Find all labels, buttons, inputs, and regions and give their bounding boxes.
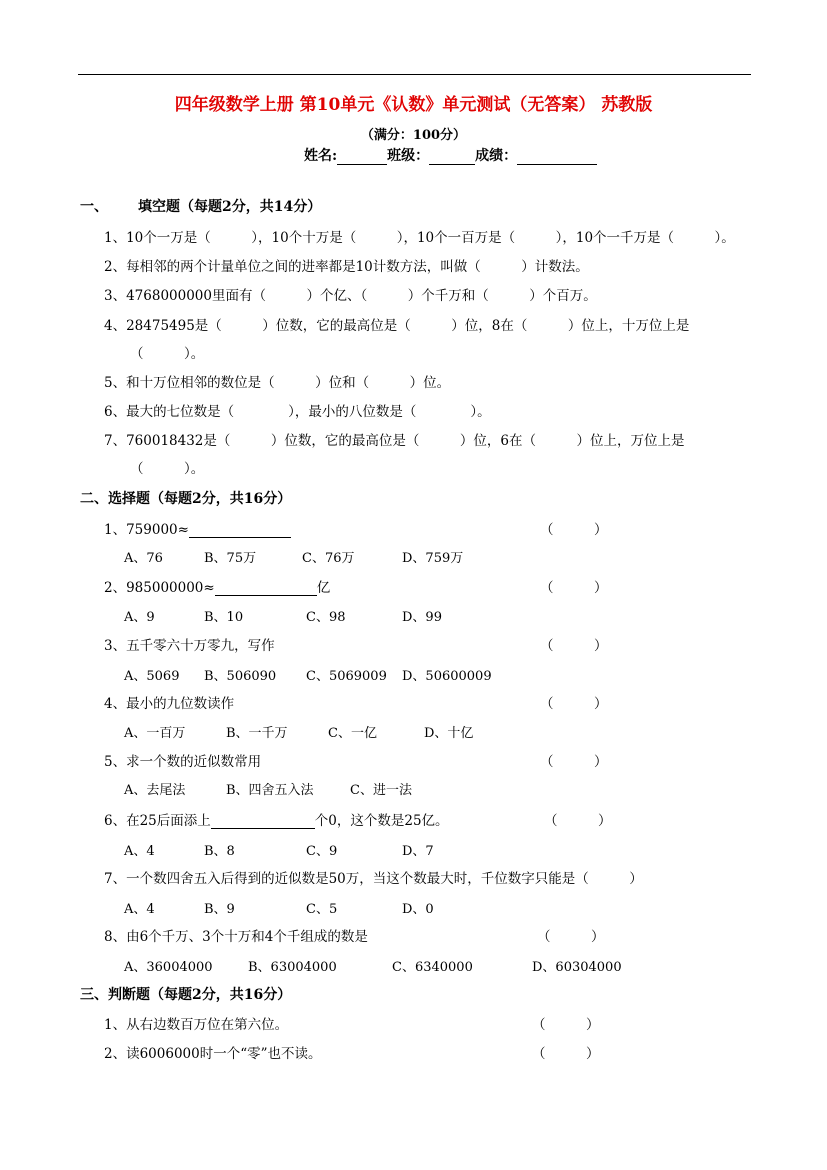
s1-question-5: 5、和十万位相邻的数位是（ ）位和（ ）位。 bbox=[104, 375, 451, 391]
s2-q1-blank[interactable] bbox=[189, 523, 291, 538]
s2-q7-option-c: C、5 bbox=[306, 902, 338, 917]
s2-q8-option-a: A、36004000 bbox=[124, 960, 213, 975]
s1-question-7-cont: （ ）。 bbox=[130, 461, 205, 477]
s2-q8-option-d: D、60304000 bbox=[532, 960, 622, 975]
s2-q6-stem: 6、在25后面添上 bbox=[104, 813, 211, 829]
s2-question-4: 4、最小的九位数读作 bbox=[104, 696, 235, 712]
s2-q8-option-c: C、6340000 bbox=[392, 960, 473, 975]
s2-q4-option-a: A、一百万 bbox=[124, 726, 186, 741]
s2-q4-option-c: C、一亿 bbox=[328, 726, 377, 741]
s2-q2-answer[interactable]: （ ） bbox=[540, 580, 608, 596]
class-blank[interactable] bbox=[429, 150, 475, 165]
s1-question-1: 1、10个一万是（ ），10个十万是（ ），10个一百万是（ ），10个一千万是（ ）。 bbox=[104, 230, 735, 246]
s2-q7-option-b: B、9 bbox=[204, 902, 235, 917]
s2-question-1 bbox=[104, 518, 291, 538]
s2-q4-option-b: B、一千万 bbox=[226, 726, 288, 741]
s2-q6-option-d: D、7 bbox=[402, 844, 434, 859]
s2-q8-option-b: B、63004000 bbox=[248, 960, 337, 975]
s2-question-7: 7、一个数四舍五入后得到的近似数是50万，当这个数最大时，千位数字只能是（ ） bbox=[104, 871, 643, 887]
grade-blank[interactable] bbox=[517, 150, 597, 165]
s2-q2-option-c: C、98 bbox=[306, 610, 346, 625]
s2-q5-option-c: C、进一法 bbox=[350, 783, 412, 798]
section1-number: 一、 bbox=[80, 199, 108, 215]
s2-q2-stem: 2、985000000≈ bbox=[104, 580, 215, 596]
s2-question-8: 8、由6个千万、3个十万和4个千组成的数是 bbox=[104, 929, 368, 945]
s2-q6-stem-end: 个0，这个数是25亿。 bbox=[314, 813, 449, 829]
s2-q5-option-b: B、四舍五入法 bbox=[226, 783, 314, 798]
s2-q7-option-a: A、4 bbox=[124, 902, 155, 917]
s2-question-6 bbox=[104, 809, 449, 829]
s3-question-2: 2、读6006000时一个“零”也不读。 bbox=[104, 1046, 322, 1062]
s2-q1-option-a: A、76 bbox=[124, 551, 163, 566]
s2-q6-option-a: A、4 bbox=[124, 844, 155, 859]
s1-question-4-cont: （ ）。 bbox=[130, 346, 205, 362]
full-score: （满分：100分） bbox=[360, 128, 467, 143]
s2-question-3: 3、五千零六十万零九，写作 bbox=[104, 638, 275, 654]
s2-q2-stem-end: 亿 bbox=[316, 580, 331, 596]
section2-title: 二、选择题（每题2分，共16分） bbox=[80, 491, 292, 507]
s2-q2-option-b: B、10 bbox=[204, 610, 244, 625]
grade-label: 成绩： bbox=[475, 148, 518, 164]
s1-question-2: 2、每相邻的两个计量单位之间的进率都是10计数方法，叫做（ ）计数法。 bbox=[104, 259, 589, 275]
section3-title: 三、判断题（每题2分，共16分） bbox=[80, 987, 292, 1003]
section1-title: 填空题（每题2分，共14分） bbox=[138, 199, 322, 215]
s1-question-6: 6、最大的七位数是（ ），最小的八位数是（ ）。 bbox=[104, 404, 491, 420]
s2-q1-option-c: C、76万 bbox=[302, 551, 355, 566]
page-title: 四年级数学上册 第10单元《认数》单元测试（无答案） 苏教版 bbox=[174, 95, 653, 115]
s1-question-3: 3、4768000000里面有（ ）个亿、（ ）个千万和（ ）个百万。 bbox=[104, 288, 597, 304]
student-info bbox=[304, 145, 597, 165]
s2-q1-answer[interactable]: （ ） bbox=[540, 522, 608, 538]
s2-q6-answer[interactable]: （ ） bbox=[544, 813, 612, 829]
s2-q2-option-a: A、9 bbox=[124, 610, 155, 625]
name-label: 姓名: bbox=[304, 148, 338, 164]
s3-question-1: 1、从右边数百万位在第六位。 bbox=[104, 1017, 289, 1033]
s2-q6-option-b: B、8 bbox=[204, 844, 235, 859]
s2-q6-blank[interactable] bbox=[211, 814, 315, 829]
s3-q1-answer[interactable]: （ ） bbox=[532, 1017, 600, 1033]
s2-q8-answer[interactable]: （ ） bbox=[537, 929, 605, 945]
s2-q4-answer[interactable]: （ ） bbox=[540, 696, 608, 712]
s1-question-7: 7、760018432是（ ）位数，它的最高位是（ ）位，6在（ ）位上，万位上是 bbox=[104, 433, 685, 449]
s1-question-4: 4、28475495是（ ）位数，它的最高位是（ ）位，8在（ ）位上，十万位上是 bbox=[104, 318, 690, 334]
class-label: 班级： bbox=[387, 148, 430, 164]
s2-q3-option-d: D、50600009 bbox=[402, 669, 492, 684]
s2-q3-answer[interactable]: （ ） bbox=[540, 638, 608, 654]
s2-q6-option-c: C、9 bbox=[306, 844, 338, 859]
s3-q2-answer[interactable]: （ ） bbox=[532, 1046, 600, 1062]
s2-q1-option-d: D、759万 bbox=[402, 551, 464, 566]
s2-q3-option-a: A、5069 bbox=[124, 669, 180, 684]
s2-q5-option-a: A、去尾法 bbox=[124, 783, 186, 798]
s2-q4-option-d: D、十亿 bbox=[424, 726, 474, 741]
s2-q3-option-c: C、5069009 bbox=[306, 669, 387, 684]
s2-q1-option-b: B、75万 bbox=[204, 551, 257, 566]
s2-question-2 bbox=[104, 576, 330, 596]
name-blank[interactable] bbox=[337, 150, 387, 165]
s2-q2-option-d: D、99 bbox=[402, 610, 442, 625]
top-rule bbox=[78, 74, 751, 75]
s2-q1-stem: 1、759000≈ bbox=[104, 522, 189, 538]
s2-q2-blank[interactable] bbox=[215, 581, 317, 596]
s2-question-5: 5、求一个数的近似数常用 bbox=[104, 754, 262, 770]
s2-q7-option-d: D、0 bbox=[402, 902, 434, 917]
s2-q3-option-b: B、506090 bbox=[204, 669, 277, 684]
s2-q5-answer[interactable]: （ ） bbox=[540, 754, 608, 770]
